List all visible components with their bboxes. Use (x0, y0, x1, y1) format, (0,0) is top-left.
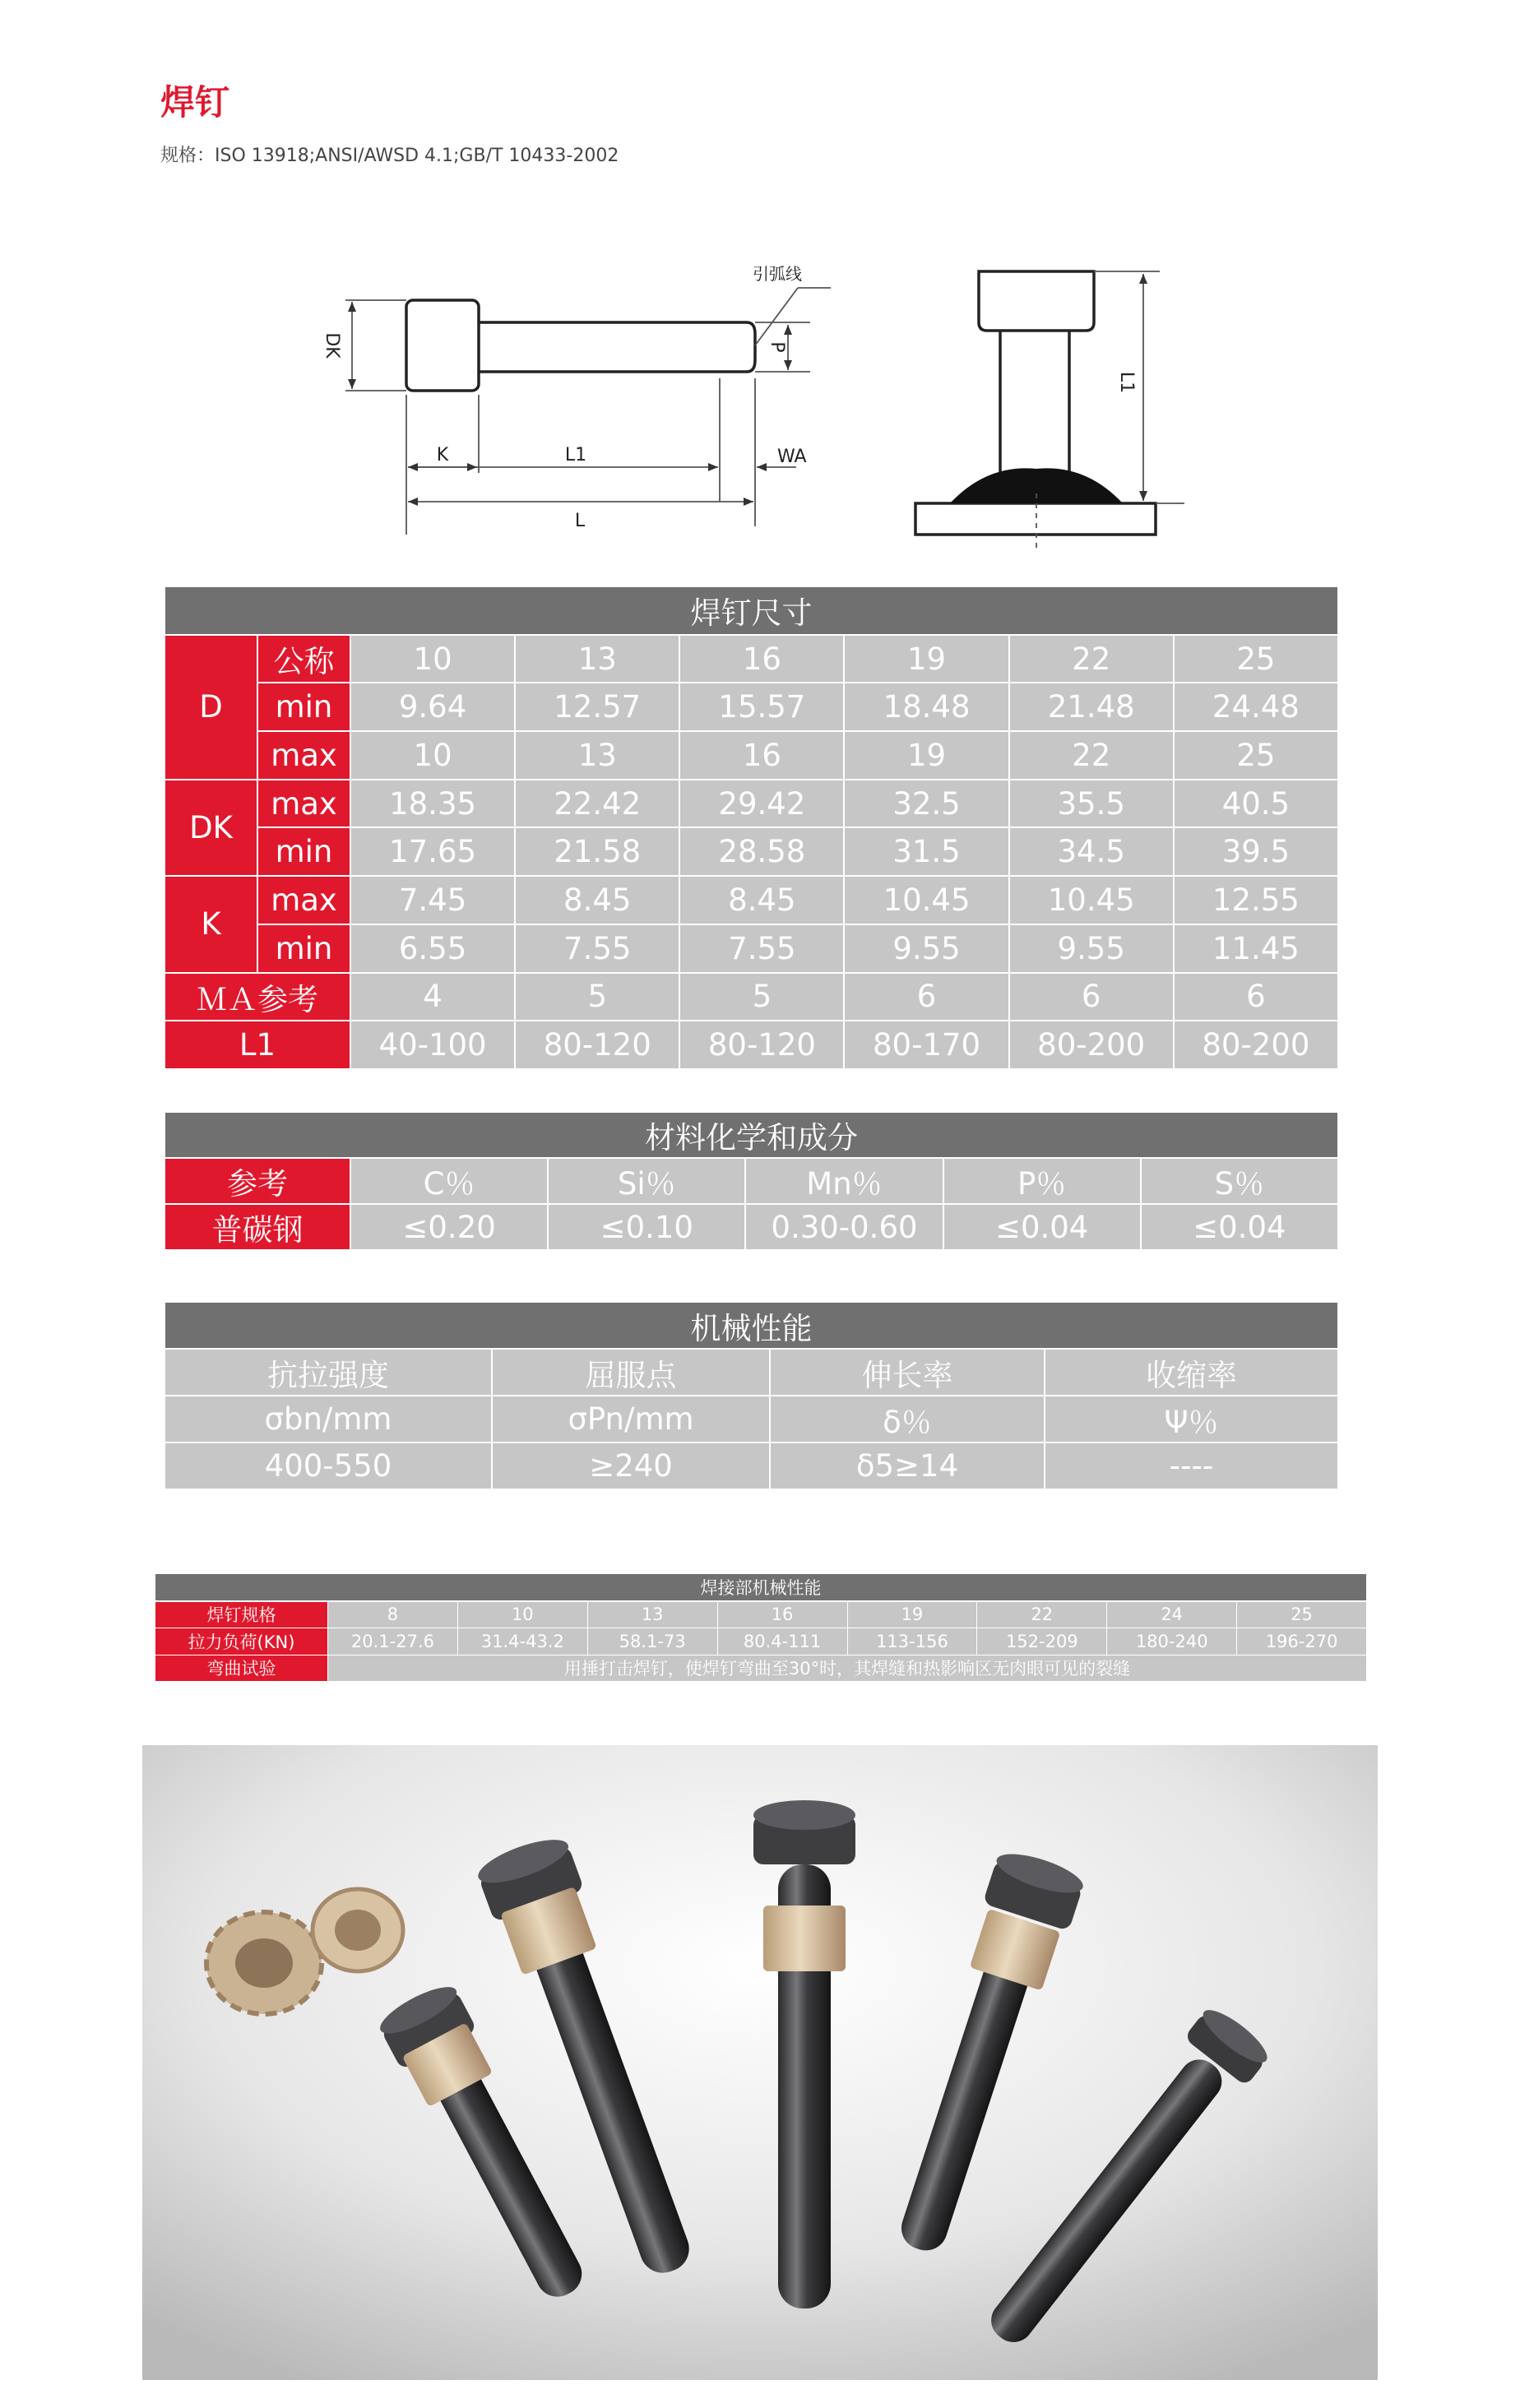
column-header: 屈服点 (492, 1349, 770, 1396)
table-cell: 10 (457, 1601, 587, 1628)
column-header: Si％ (548, 1158, 745, 1204)
mechanical-properties-table (164, 1301, 1339, 1490)
table-cell: 24 (1107, 1601, 1237, 1628)
table-cell: 22 (1009, 635, 1174, 683)
table-cell: 18.35 (350, 780, 515, 828)
row-label: 焊钉规格 (155, 1601, 328, 1628)
row-sub-label: max (257, 731, 350, 780)
table-cell: 8.45 (515, 876, 679, 924)
row-group-label: D (165, 635, 257, 780)
stud-dimensions-table (164, 586, 1339, 1070)
table-cell: 80-200 (1174, 1021, 1338, 1069)
table-title: 材料化学和成分 (165, 1112, 1338, 1158)
right-l1-label: L1 (1116, 371, 1137, 394)
table-cell: 12.55 (1174, 876, 1338, 924)
table-cell: 80-170 (844, 1021, 1008, 1069)
table-cell: 8 (328, 1601, 458, 1628)
table-cell: 9.55 (844, 924, 1008, 973)
column-header: S％ (1141, 1158, 1338, 1204)
table-cell: 22.42 (515, 780, 679, 828)
table-cell: 22 (977, 1601, 1107, 1628)
table-cell: 19 (844, 635, 1008, 683)
row-group-label: K (165, 876, 257, 972)
table-cell: ≤0.04 (943, 1204, 1141, 1250)
table-cell: 29.42 (679, 780, 844, 828)
table-cell: 17.65 (350, 827, 515, 876)
table-cell: 113-156 (847, 1628, 977, 1656)
unit-cell: σPn/mm (492, 1396, 770, 1442)
wa-label: WA (777, 447, 807, 467)
table-cell: 19 (844, 731, 1008, 780)
page-title: 焊钉 (160, 82, 230, 123)
table-cell: 21.58 (515, 827, 679, 876)
welded-stud-drawing (888, 255, 1234, 559)
table-cell: 6 (1009, 973, 1174, 1021)
spec-standards: 规格：ISO 13918;ANSI/AWSD 4.1;GB/T 10433-2002 (160, 146, 619, 166)
table-cell: 9.64 (350, 683, 515, 731)
l-label: L (574, 511, 586, 531)
row-sub-label: min (257, 924, 350, 973)
table-cell: ≥240 (492, 1442, 770, 1489)
table-title: 焊接部机械性能 (155, 1574, 1367, 1601)
table-cell: 34.5 (1009, 827, 1174, 876)
table-cell: 80-200 (1009, 1021, 1174, 1069)
table-cell: 196-270 (1237, 1628, 1367, 1656)
table-cell: 4 (350, 973, 515, 1021)
table-title: 焊钉尺寸 (165, 586, 1338, 635)
table-cell: 58.1-73 (587, 1628, 717, 1656)
table-cell: 39.5 (1174, 827, 1338, 876)
table-cell: 32.5 (844, 780, 1008, 828)
column-header: Mn％ (745, 1158, 943, 1204)
table-cell: 10 (350, 731, 515, 780)
table-cell: 13 (515, 731, 679, 780)
table-cell: ≤0.20 (350, 1204, 548, 1250)
table-cell: 20.1-27.6 (328, 1628, 458, 1656)
row-sub-label: max (257, 780, 350, 828)
table-cell: 25 (1174, 635, 1338, 683)
column-header: C％ (350, 1158, 548, 1204)
table-cell: ≤0.04 (1141, 1204, 1338, 1250)
table-cell: 31.5 (844, 827, 1008, 876)
column-header: 抗拉强度 (165, 1349, 492, 1396)
unit-cell: δ％ (770, 1396, 1045, 1442)
table-cell: 40-100 (350, 1021, 515, 1069)
table-cell: 11.45 (1174, 924, 1338, 973)
wa-reference-label: ＭＡ参考 (165, 973, 350, 1021)
table-cell: 25 (1174, 731, 1338, 780)
table-cell: 7.55 (515, 924, 679, 973)
table-cell: 180-240 (1107, 1628, 1237, 1656)
table-cell: 80-120 (679, 1021, 844, 1069)
table-cell: 35.5 (1009, 780, 1174, 828)
bend-test-description: 用捶打击焊钉，使焊钉弯曲至30°时，其焊缝和热影响区无肉眼可见的裂缝 (328, 1655, 1367, 1682)
row-sub-label: min (257, 683, 350, 731)
table-cell: 152-209 (977, 1628, 1107, 1656)
table-cell: 6 (844, 973, 1008, 1021)
row-group-label: DK (165, 780, 257, 876)
row-sub-label: max (257, 876, 350, 924)
table-cell: 13 (587, 1601, 717, 1628)
product-photo (142, 1745, 1378, 2380)
table-title: 机械性能 (165, 1302, 1338, 1349)
table-cell: 12.57 (515, 683, 679, 731)
table-cell: 9.55 (1009, 924, 1174, 973)
row-sub-label: min (257, 827, 350, 876)
table-cell: 10.45 (844, 876, 1008, 924)
table-cell: 7.55 (679, 924, 844, 973)
l1-label: L1 (564, 445, 587, 465)
table-cell: 13 (515, 635, 679, 683)
k-label: K (436, 445, 449, 465)
row-label: 普碳钢 (165, 1204, 350, 1250)
table-cell: 28.58 (679, 827, 844, 876)
table-cell: 80.4-111 (717, 1628, 847, 1656)
table-cell: 15.57 (679, 683, 844, 731)
table-cell: 6.55 (350, 924, 515, 973)
l1-row-label: L1 (165, 1021, 350, 1069)
weld-joint-properties-table (155, 1573, 1367, 1682)
unit-cell: Ψ％ (1045, 1396, 1338, 1442)
table-cell: 80-120 (515, 1021, 679, 1069)
table-cell: 10.45 (1009, 876, 1174, 924)
table-cell: 5 (679, 973, 844, 1021)
chemistry-table (164, 1111, 1339, 1251)
table-cell: 0.30-0.60 (745, 1204, 943, 1250)
row-label: 拉力负荷(KN) (155, 1628, 328, 1656)
table-cell: 16 (679, 635, 844, 683)
table-cell: 5 (515, 973, 679, 1021)
table-cell: 24.48 (1174, 683, 1338, 731)
table-cell: ---- (1045, 1442, 1338, 1489)
p-label: P (767, 341, 787, 353)
arc-line-label: 引弧线 (753, 264, 802, 284)
dk-label: DK (322, 332, 342, 359)
column-header: 伸长率 (770, 1349, 1045, 1396)
table-cell: 31.4-43.2 (457, 1628, 587, 1656)
table-cell: 6 (1174, 973, 1338, 1021)
row-sub-label: 公称 (257, 635, 350, 683)
row-label: 参考 (165, 1158, 350, 1204)
table-cell: 19 (847, 1601, 977, 1628)
table-cell: 8.45 (679, 876, 844, 924)
table-cell: 7.45 (350, 876, 515, 924)
column-header: 收缩率 (1045, 1349, 1338, 1396)
unit-cell: σbn/mm (165, 1396, 492, 1442)
stud-dimension-drawing (304, 255, 831, 543)
table-cell: 40.5 (1174, 780, 1338, 828)
table-cell: 16 (679, 731, 844, 780)
table-cell: 21.48 (1009, 683, 1174, 731)
table-cell: ≤0.10 (548, 1204, 745, 1250)
column-header: P％ (943, 1158, 1141, 1204)
table-cell: 400-550 (165, 1442, 492, 1489)
table-cell: 10 (350, 635, 515, 683)
table-cell: 18.48 (844, 683, 1008, 731)
table-cell: δ5≥14 (770, 1442, 1045, 1489)
table-cell: 25 (1237, 1601, 1367, 1628)
row-label: 弯曲试验 (155, 1655, 328, 1682)
table-cell: 22 (1009, 731, 1174, 780)
table-cell: 16 (717, 1601, 847, 1628)
